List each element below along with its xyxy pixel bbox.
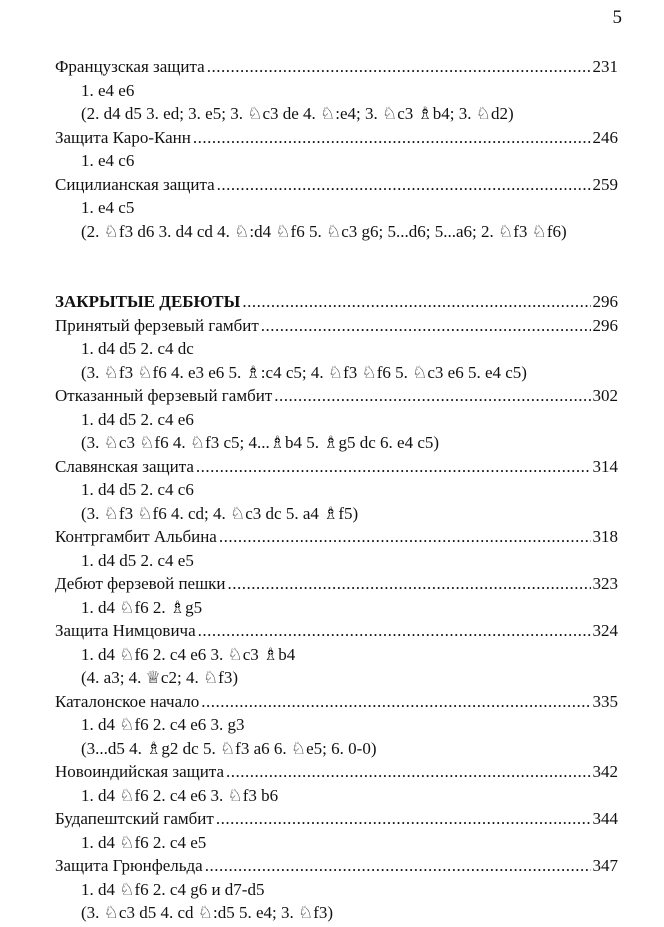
toc-entry-catalan-opening bbox=[55, 690, 618, 714]
dot-leader bbox=[198, 619, 591, 643]
main-line: 1. e4 c6 bbox=[81, 151, 135, 170]
table-of-contents bbox=[55, 55, 618, 925]
toc-section-closed-openings bbox=[55, 290, 618, 314]
entry-title: Отказанный ферзевый гамбит bbox=[55, 386, 273, 405]
main-line: 1. d4 d5 2. c4 e5 bbox=[81, 550, 194, 570]
toc-entry-french-defense bbox=[55, 55, 618, 79]
main-line: 1. d4 ♘f6 2. c4 e6 3. ♘c3 ♗b4 bbox=[81, 644, 296, 664]
toc-entry-sicilian-defense bbox=[55, 173, 618, 197]
toc-entry-queens-gambit-accepted bbox=[55, 314, 618, 338]
entry-title: Французская защита bbox=[55, 57, 205, 76]
dot-leader bbox=[261, 314, 591, 338]
main-line: 1. d4 ♘f6 2. c4 e6 3. g3 bbox=[81, 715, 245, 734]
entry-title: Сицилианская защита bbox=[55, 174, 215, 194]
main-line: 1. d4 d5 2. c4 c6 bbox=[81, 480, 194, 499]
entry-page: 296 bbox=[592, 315, 618, 335]
variations: (3. ♘c3 d5 4. cd ♘:d5 5. e4; 3. ♘f3) bbox=[81, 903, 334, 922]
entry-page: 314 bbox=[592, 456, 618, 476]
toc-entry-queens-indian-defense bbox=[55, 760, 618, 784]
toc-entry-budapest-gambit bbox=[55, 807, 618, 831]
variations: (3. ♘c3 ♘f6 4. ♘f3 c5; 4...♗b4 5. ♗g5 dc 6. e4 c5) bbox=[81, 433, 440, 452]
entry-page: 344 bbox=[592, 809, 618, 828]
entry-title: Защита Каро-Канн bbox=[55, 127, 191, 147]
page-number: 5 bbox=[612, 7, 622, 28]
dot-leader bbox=[228, 572, 591, 596]
entry-title: Будапештский гамбит bbox=[55, 809, 214, 828]
dot-leader bbox=[217, 173, 591, 197]
dot-leader bbox=[205, 854, 591, 878]
main-line: 1. d4 ♘f6 2. c4 e6 3. ♘f3 b6 bbox=[81, 785, 279, 805]
variations: (2. d4 d5 3. ed; 3. e5; 3. ♘c3 de 4. ♘:e4; 3. ♘c3 ♗b4; 3. ♘d2) bbox=[81, 104, 514, 123]
entry-page: 231 bbox=[592, 57, 618, 76]
main-line: 1. d4 d5 2. c4 dc bbox=[81, 339, 194, 358]
main-line: 1. d4 ♘f6 2. c4 e5 bbox=[81, 832, 207, 852]
entry-page: 324 bbox=[592, 621, 618, 640]
entry-page: 302 bbox=[592, 386, 618, 405]
main-line: 1. d4 ♘f6 2. ♗g5 bbox=[81, 597, 203, 617]
toc-entry-queens-pawn-game bbox=[55, 572, 618, 596]
dot-leader bbox=[216, 807, 591, 831]
entry-page: 335 bbox=[592, 691, 618, 711]
dot-leader bbox=[242, 290, 590, 314]
toc-entry-albin-countergambit bbox=[55, 525, 618, 549]
toc-entry-caro-kann bbox=[55, 126, 618, 150]
section-gap bbox=[55, 243, 618, 290]
dot-leader bbox=[207, 55, 591, 79]
entry-page: 318 bbox=[592, 527, 618, 546]
dot-leader bbox=[201, 690, 590, 714]
entry-page: 323 bbox=[592, 574, 618, 593]
toc-entry-queens-gambit-declined bbox=[55, 384, 618, 408]
main-line: 1. e4 e6 bbox=[81, 80, 135, 100]
entry-title: Дебют ферзевой пешки bbox=[55, 574, 226, 593]
dot-leader bbox=[226, 760, 590, 784]
entry-title: Защита Нимцовича bbox=[55, 621, 196, 640]
toc-entry-grunfeld-defense bbox=[55, 854, 618, 878]
section-title: ЗАКРЫТЫЕ ДЕБЮТЫ bbox=[55, 292, 241, 311]
entry-page: 246 bbox=[592, 127, 618, 147]
entry-title: Каталонское начало bbox=[55, 691, 200, 711]
entry-title: Славянская защита bbox=[55, 456, 194, 476]
entry-title: Контргамбит Альбина bbox=[55, 527, 217, 546]
entry-page: 347 bbox=[592, 856, 618, 875]
entry-title: Принятый ферзевый гамбит bbox=[55, 315, 259, 335]
variations: (3. ♘f3 ♘f6 4. e3 e6 5. ♗:c4 c5; 4. ♘f3 ♘f6 5. ♘c3 e6 5. e4 c5) bbox=[81, 362, 527, 382]
entry-page: 342 bbox=[592, 762, 618, 781]
variations: (4. a3; 4. ♕c2; 4. ♘f3) bbox=[81, 668, 239, 687]
main-line: 1. d4 d5 2. c4 e6 bbox=[81, 409, 194, 429]
dot-leader bbox=[193, 126, 591, 150]
dot-leader bbox=[196, 455, 591, 479]
main-line: 1. d4 ♘f6 2. c4 g6 и d7-d5 bbox=[81, 879, 265, 899]
dot-leader bbox=[274, 384, 590, 408]
toc-entry-slav-defense bbox=[55, 455, 618, 479]
variations: (3. ♘f3 ♘f6 4. cd; 4. ♘c3 dc 5. a4 ♗f5) bbox=[81, 503, 359, 523]
variations: (3...d5 4. ♗g2 dc 5. ♘f3 a6 6. ♘e5; 6. 0-0) bbox=[81, 738, 377, 758]
section-page: 296 bbox=[592, 292, 618, 311]
entry-page: 259 bbox=[592, 174, 618, 194]
main-line: 1. e4 c5 bbox=[81, 198, 135, 217]
entry-title: Новоиндийская защита bbox=[55, 762, 225, 781]
toc-entry-nimzo-indian-defense bbox=[55, 619, 618, 643]
dot-leader bbox=[219, 525, 591, 549]
variations: (2. ♘f3 d6 3. d4 cd 4. ♘:d4 ♘f6 5. ♘c3 g6; 5...d6; 5...a6; 2. ♘f3 ♘f6) bbox=[81, 221, 567, 241]
entry-title: Защита Грюнфельда bbox=[55, 856, 203, 875]
